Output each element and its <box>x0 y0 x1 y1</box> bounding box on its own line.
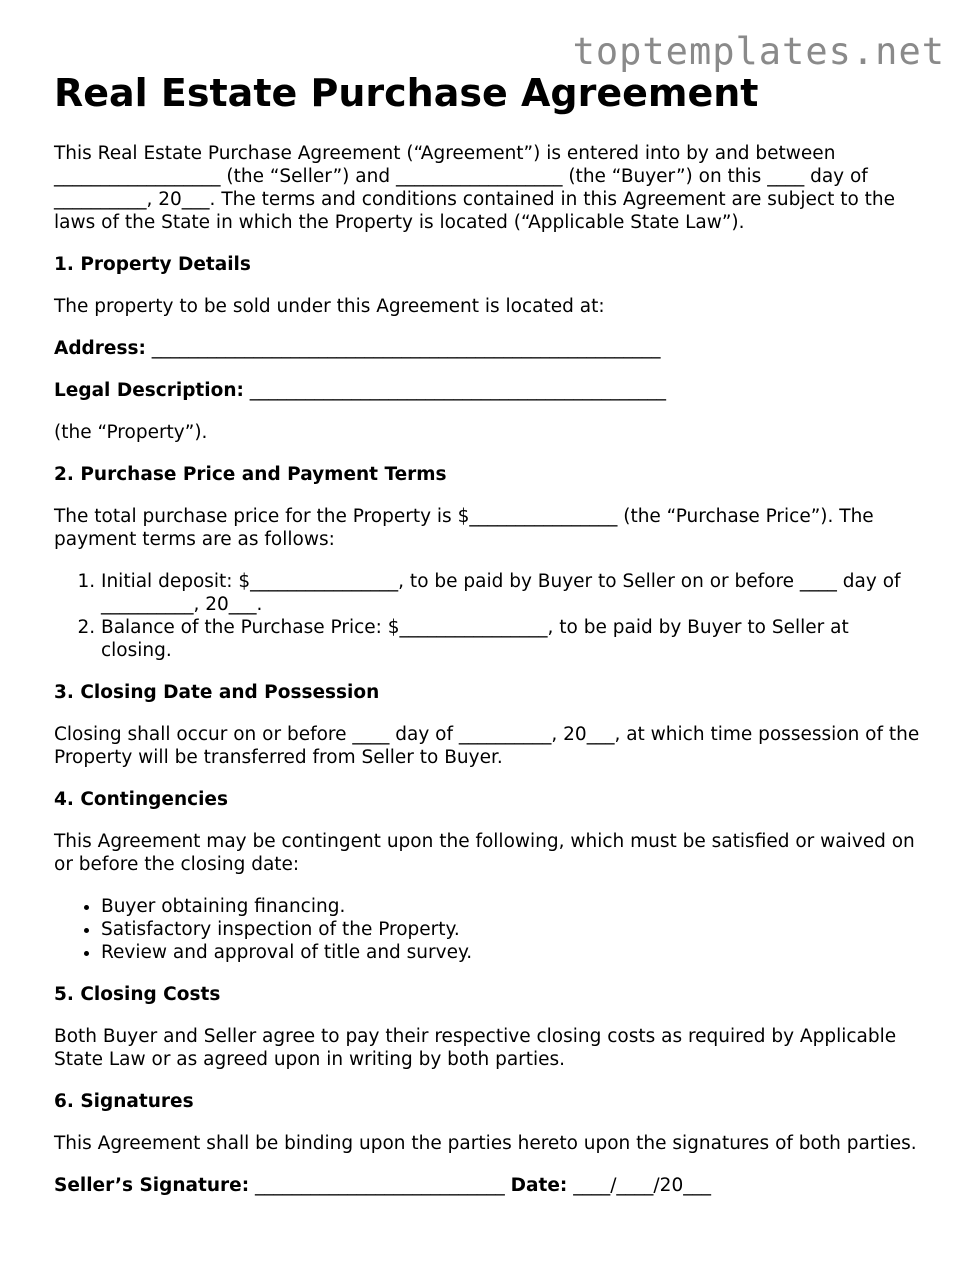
property-details-text: The property to be sold under this Agreement is located at: <box>54 296 605 317</box>
legal-description-blank: _____________________________________________ <box>249 380 667 401</box>
list-item: 2. Balance of the Purchase Price: $________________, to be paid by Buyer to Seller at closing. <box>101 616 924 662</box>
document <box>54 70 924 1216</box>
section-heading-purchase-price: 2. Purchase Price and Payment Terms <box>54 464 447 485</box>
intro-paragraph: This Real Estate Purchase Agreement (“Agreement”) is entered into by and between __________________ (the “Seller”) and __________________ (the “Buyer”) on this ____ day of __________, 20___. The terms and conditions contained in this Agreement are subject to the laws of the State in which the Property is located (“Applicable State Law”). <box>54 143 896 233</box>
contingencies-list <box>54 895 924 964</box>
list-item: • Buyer obtaining financing. <box>101 895 924 918</box>
purchase-price-text: The total purchase price for the Property is $________________ (the “Purchase Price”). The payment terms are as follows: <box>54 506 874 550</box>
legal-description-label: Legal Description: <box>54 380 244 401</box>
section-heading-closing-costs: 5. Closing Costs <box>54 984 221 1005</box>
address-blank: _______________________________________________________ <box>151 338 661 359</box>
section-heading-contingencies: 4. Contingencies <box>54 789 228 810</box>
seller-signature-label: Seller’s Signature: <box>54 1175 250 1196</box>
date-label: Date: <box>510 1175 568 1196</box>
list-item: • Review and approval of title and survey. <box>101 941 924 964</box>
signatures-text: This Agreement shall be binding upon the parties hereto upon the signatures of both parties. <box>54 1133 917 1154</box>
address-label: Address: <box>54 338 146 359</box>
section-heading-property-details: 1. Property Details <box>54 254 251 275</box>
list-item: 1. Initial deposit: $________________, to be paid by Buyer to Seller on or before ____ day of __________, 20___. <box>101 570 924 616</box>
date-blank: ____/____/20___ <box>573 1175 711 1196</box>
address-field <box>54 337 924 360</box>
contingencies-text: This Agreement may be contingent upon the following, which must be satisfied or waived on or before the closing date: <box>54 831 915 875</box>
document-title: Real Estate Purchase Agreement <box>54 71 759 115</box>
watermark: toptemplates.net <box>572 30 945 73</box>
seller-signature-blank: ___________________________ <box>255 1175 505 1196</box>
legal-description-field <box>54 379 924 402</box>
payment-terms-list <box>54 570 924 662</box>
section-heading-closing-date: 3. Closing Date and Possession <box>54 682 380 703</box>
list-item: • Satisfactory inspection of the Property. <box>101 918 924 941</box>
seller-signature-line <box>54 1174 924 1197</box>
property-note: (the “Property”). <box>54 422 208 443</box>
closing-costs-text: Both Buyer and Seller agree to pay their respective closing costs as required by Applicable State Law or as agreed upon in writing by both parties. <box>54 1026 897 1070</box>
closing-date-text: Closing shall occur on or before ____ day of __________, 20___, at which time possession of the Property will be transferred from Seller to Buyer. <box>54 724 920 768</box>
section-heading-signatures: 6. Signatures <box>54 1091 194 1112</box>
